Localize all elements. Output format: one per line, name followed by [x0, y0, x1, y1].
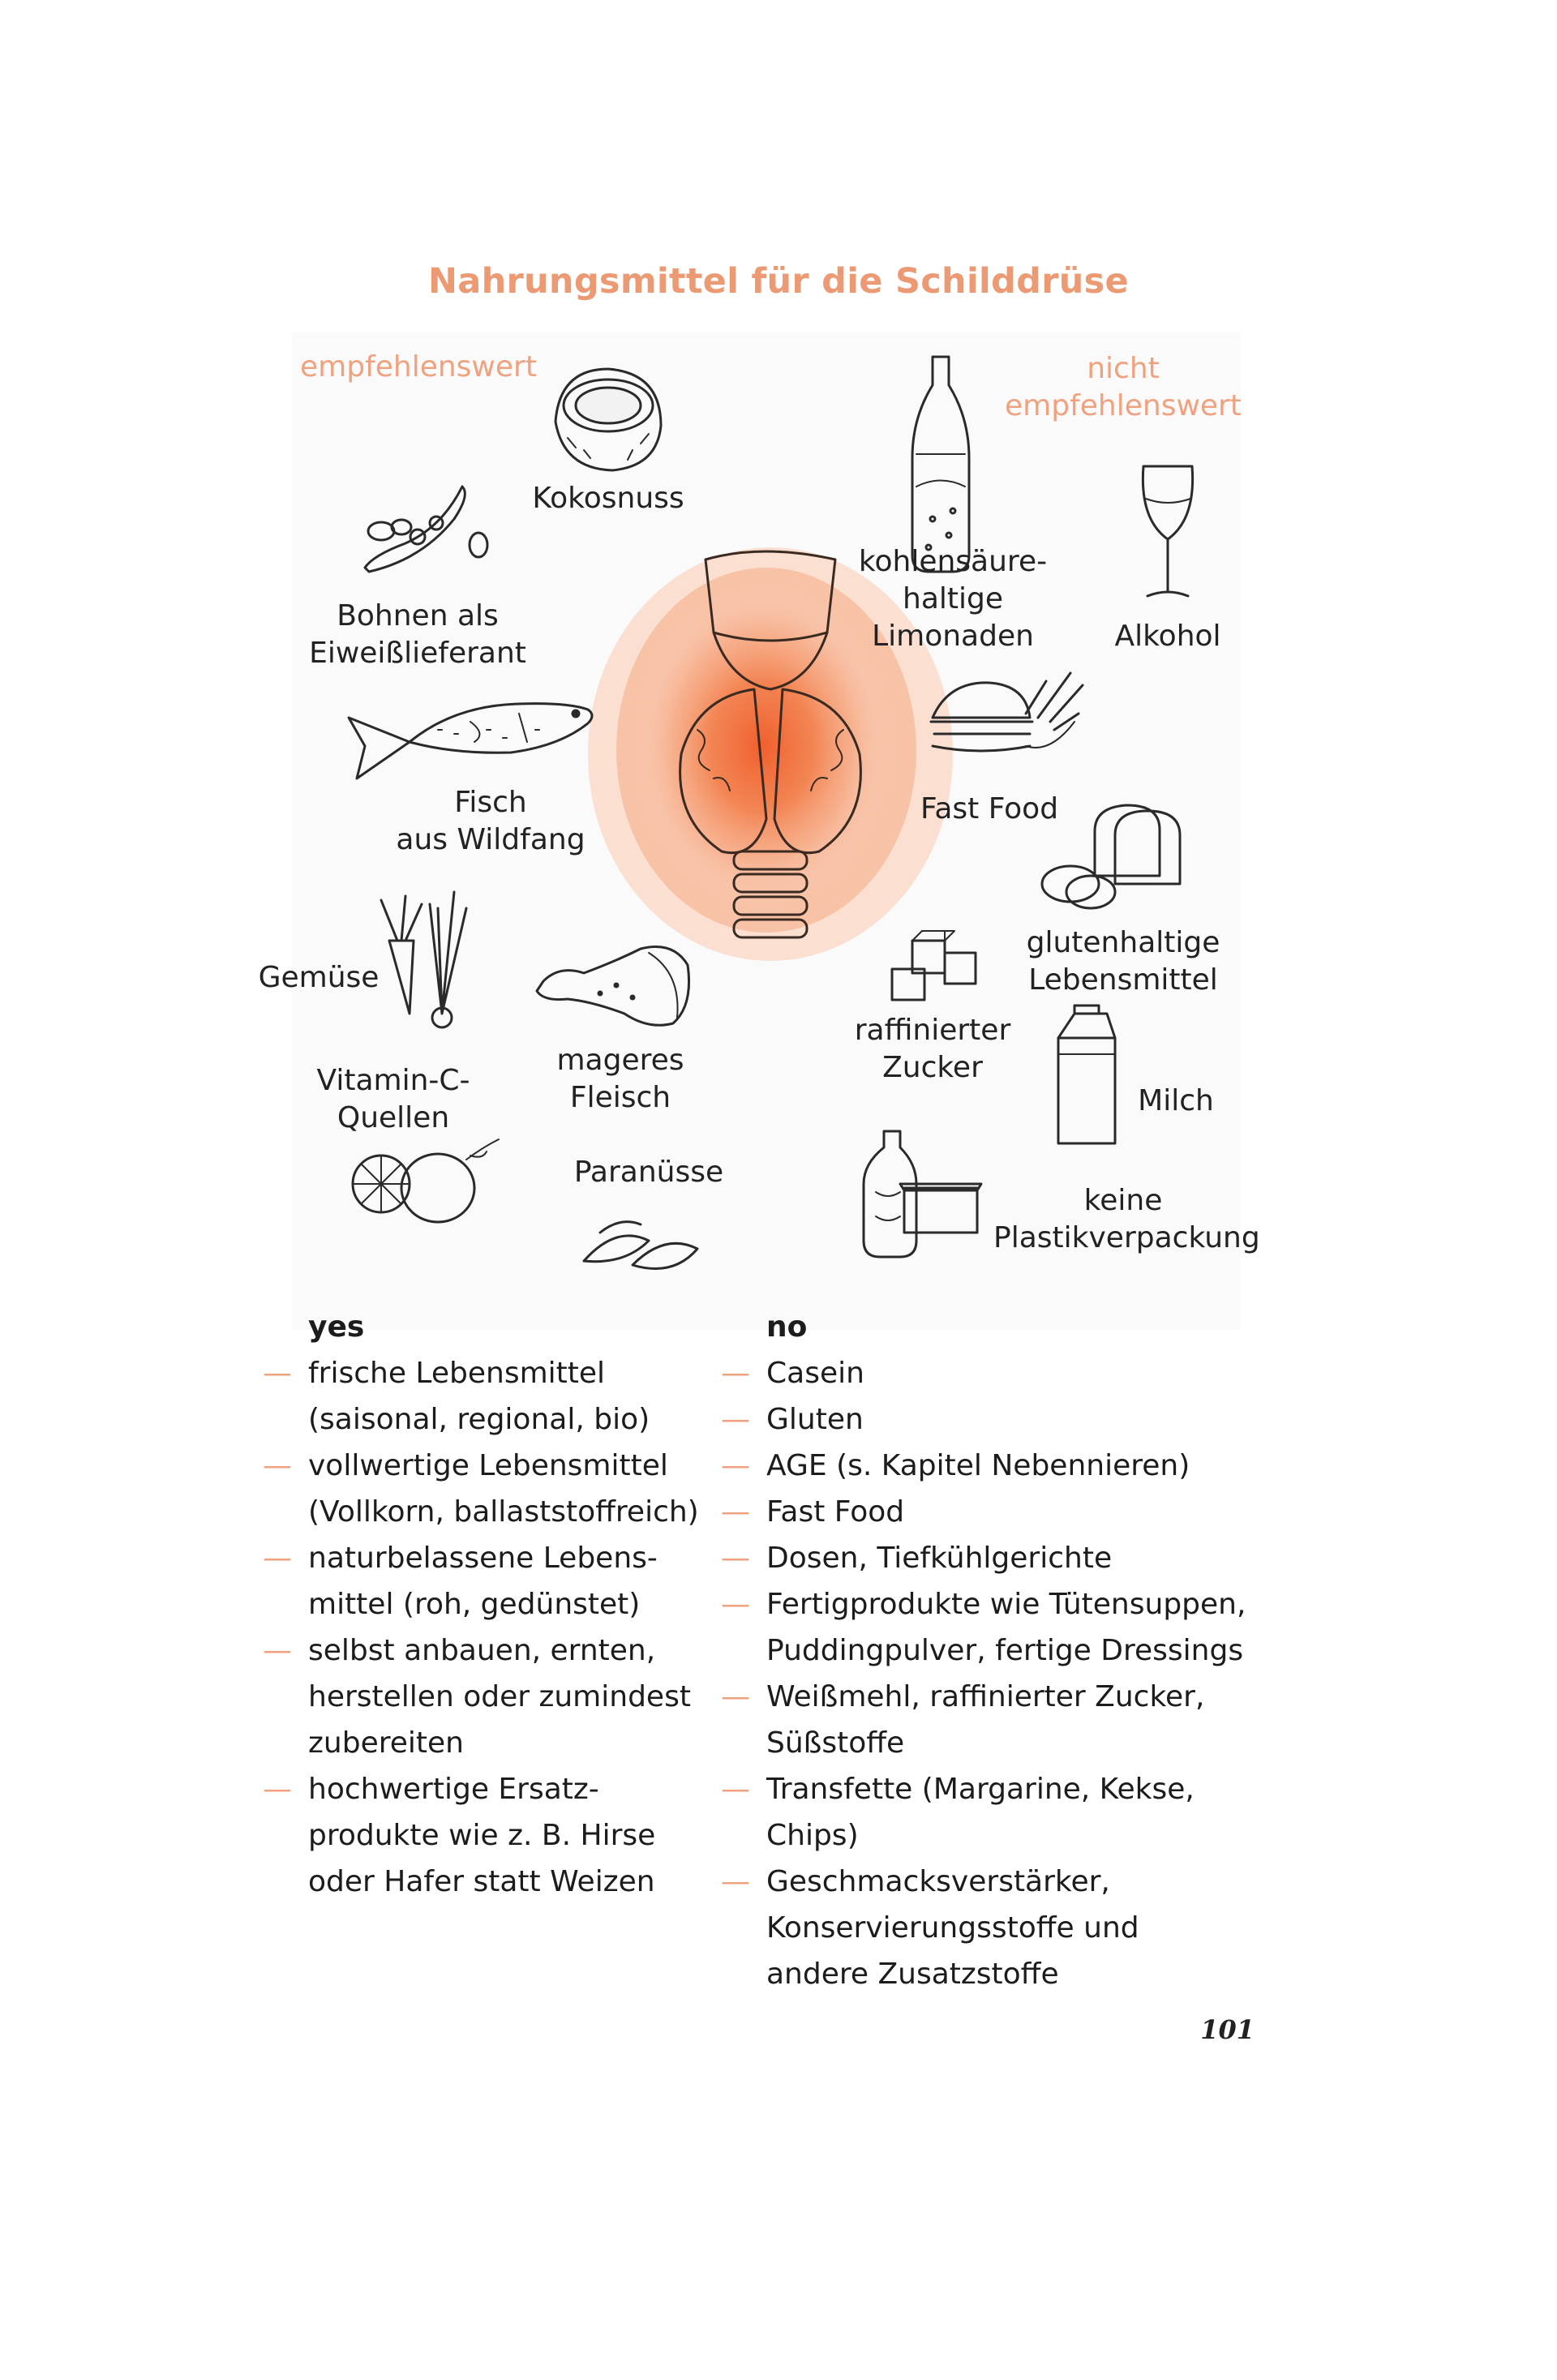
- list-item-text: AGE (s. Kapitel Nebennieren): [766, 1449, 1190, 1482]
- list-item: [263, 1350, 714, 1396]
- list-item-text: selbst anbauen, ernten,: [308, 1634, 656, 1667]
- list-item-text: Dosen, Tiefkühlgerichte: [766, 1542, 1113, 1575]
- label-line: raffinierter: [854, 1014, 1011, 1047]
- label-line: Fleisch: [569, 1081, 671, 1114]
- brazil-nuts-icon: [584, 1222, 697, 1269]
- label-line: Zucker: [882, 1051, 983, 1084]
- list-item: [721, 1535, 1269, 1581]
- list-item-text: vollwertige Lebensmittel: [308, 1449, 668, 1482]
- label-alkohol: [1103, 618, 1233, 655]
- label-kokosnuss: [519, 480, 697, 517]
- list-item: [308, 1720, 714, 1766]
- dash-bullet: —: [721, 1357, 750, 1390]
- label-line: Gemüse: [258, 961, 380, 994]
- list-item: [766, 1720, 1269, 1766]
- dash-bullet: —: [721, 1865, 750, 1898]
- no-heading: no: [766, 1310, 808, 1344]
- yes-heading: yes: [308, 1310, 365, 1344]
- list-item: [766, 1951, 1269, 1997]
- list-item-text: Fertigprodukte wie Tütensuppen,: [766, 1588, 1246, 1621]
- list-item-text: Puddingpulver, fertige Dressings: [766, 1634, 1244, 1667]
- sugar-cubes-icon: [892, 931, 976, 1000]
- label-line: Quellen: [337, 1101, 450, 1134]
- label-line: keine: [1083, 1184, 1163, 1217]
- category-not-recommended-line: empfehlenswert: [1005, 389, 1242, 422]
- vegetables-icon: [381, 892, 466, 1027]
- label-fleisch: [531, 1042, 710, 1117]
- list-item-text: (saisonal, regional, bio): [308, 1403, 650, 1436]
- list-item: [721, 1489, 1269, 1535]
- dash-bullet: —: [721, 1495, 750, 1529]
- dash-bullet: —: [263, 1634, 292, 1667]
- list-item: [308, 1489, 714, 1535]
- list-item-text: hochwertige Ersatz-: [308, 1773, 599, 1806]
- list-item: [308, 1859, 714, 1905]
- dash-bullet: —: [263, 1773, 292, 1806]
- label-line: glutenhaltige: [1026, 926, 1220, 959]
- label-line: Fisch: [454, 786, 527, 819]
- list-item-text: andere Zusatzstoffe: [766, 1958, 1059, 1991]
- dash-bullet: —: [263, 1542, 292, 1575]
- list-item: [721, 1859, 1269, 1905]
- list-item: [308, 1396, 714, 1443]
- list-item-text: Süßstoffe: [766, 1726, 905, 1760]
- label-line: haltige: [903, 582, 1003, 615]
- wine-glass-icon: [1143, 466, 1192, 596]
- list-item-text: frische Lebensmittel: [308, 1357, 606, 1390]
- no-column: [721, 1304, 1269, 1997]
- list-item: [263, 1627, 714, 1674]
- label-line: mageres: [556, 1044, 684, 1077]
- dash-bullet: —: [721, 1773, 750, 1806]
- list-item: [766, 1627, 1269, 1674]
- yes-column: [263, 1304, 714, 1905]
- list-item: [721, 1674, 1269, 1720]
- fish-icon: [349, 704, 592, 778]
- list-item-text: zubereiten: [308, 1726, 464, 1760]
- list-item-text: mittel (roh, gedünstet): [308, 1588, 641, 1621]
- list-item-text: Weißmehl, raffinierter Zucker,: [766, 1680, 1205, 1713]
- label-gluten: [1018, 924, 1229, 999]
- label-line: Limonaden: [872, 620, 1034, 653]
- list-item-text: Fast Food: [766, 1495, 905, 1529]
- yes-list: [263, 1350, 714, 1905]
- category-recommended: empfehlenswert: [300, 350, 537, 384]
- label-gemuese: [258, 959, 380, 997]
- list-item-text: Gluten: [766, 1403, 864, 1436]
- dash-bullet: —: [721, 1680, 750, 1713]
- beans-icon: [365, 487, 487, 572]
- list-item-text: Transfette (Margarine, Kekse, Chips): [766, 1773, 1195, 1852]
- list-item: [308, 1674, 714, 1720]
- list-item: [721, 1396, 1269, 1443]
- label-line: Kokosnuss: [532, 482, 684, 515]
- label-line: aus Wildfang: [396, 823, 585, 856]
- list-item: [766, 1905, 1269, 1951]
- dash-bullet: —: [263, 1449, 292, 1482]
- dash-bullet: —: [721, 1542, 750, 1575]
- list-item-text: Konservierungsstoffe und: [766, 1911, 1139, 1945]
- label-line: Paranüsse: [573, 1156, 724, 1189]
- label-line: kohlensäure-: [858, 545, 1048, 578]
- meat-icon: [537, 947, 689, 1026]
- label-line: Milch: [1138, 1084, 1214, 1117]
- list-item: [721, 1581, 1269, 1627]
- label-line: Eiweißlieferant: [309, 637, 526, 670]
- list-item-text: Casein: [766, 1357, 864, 1390]
- page-title: Nahrungsmittel für die Schilddrüse: [428, 261, 1129, 302]
- label-line: Vitamin-C-: [316, 1064, 470, 1097]
- label-line: Lebensmittel: [1028, 963, 1218, 997]
- category-not-recommended: [997, 350, 1249, 425]
- dash-bullet: —: [721, 1588, 750, 1621]
- plastic-packaging-icon: [864, 1131, 981, 1257]
- list-item: [308, 1812, 714, 1859]
- list-item-text: herstellen oder zumindest: [308, 1680, 691, 1713]
- label-paranuesse: [560, 1154, 738, 1191]
- label-fisch: [381, 784, 600, 859]
- label-line: Plastikverpackung: [993, 1221, 1260, 1254]
- list-item-text: produkte wie z. B. Hirse: [308, 1819, 656, 1852]
- label-zucker: [847, 1012, 1018, 1087]
- dash-bullet: —: [263, 1357, 292, 1390]
- label-line: Alkohol: [1114, 620, 1221, 653]
- label-line: Bohnen als: [337, 599, 499, 633]
- soda-bottle-icon: [912, 357, 969, 572]
- list-item: [721, 1443, 1269, 1489]
- coconut-icon: [555, 369, 661, 470]
- list-item: [263, 1766, 714, 1812]
- label-plastik: [993, 1182, 1260, 1257]
- label-bohnen: [300, 598, 535, 672]
- dash-bullet: —: [721, 1449, 750, 1482]
- burger-fries-icon: [931, 673, 1083, 751]
- label-vitamin-c: [300, 1062, 487, 1137]
- citrus-icon: [353, 1139, 499, 1222]
- list-item: [721, 1766, 1269, 1859]
- label-milch: [1127, 1083, 1225, 1120]
- label-line: Fast Food: [920, 792, 1059, 825]
- label-fastfood: [912, 791, 1066, 828]
- milk-carton-icon: [1058, 1006, 1115, 1143]
- list-item: [263, 1535, 714, 1581]
- list-item: [721, 1350, 1269, 1396]
- category-not-recommended-line: nicht: [1087, 352, 1160, 385]
- list-item: [263, 1443, 714, 1489]
- list-item-text: (Vollkorn, ballaststoffreich): [308, 1495, 699, 1529]
- label-limonaden: [856, 543, 1050, 655]
- no-list: [721, 1350, 1269, 1997]
- list-item-text: naturbelassene Lebens-: [308, 1542, 658, 1575]
- list-item-text: oder Hafer statt Weizen: [308, 1865, 655, 1898]
- page-number: 101: [1200, 2014, 1255, 2045]
- list-item-text: Geschmacksverstärker,: [766, 1865, 1110, 1898]
- dash-bullet: —: [721, 1403, 750, 1436]
- list-item: [308, 1581, 714, 1627]
